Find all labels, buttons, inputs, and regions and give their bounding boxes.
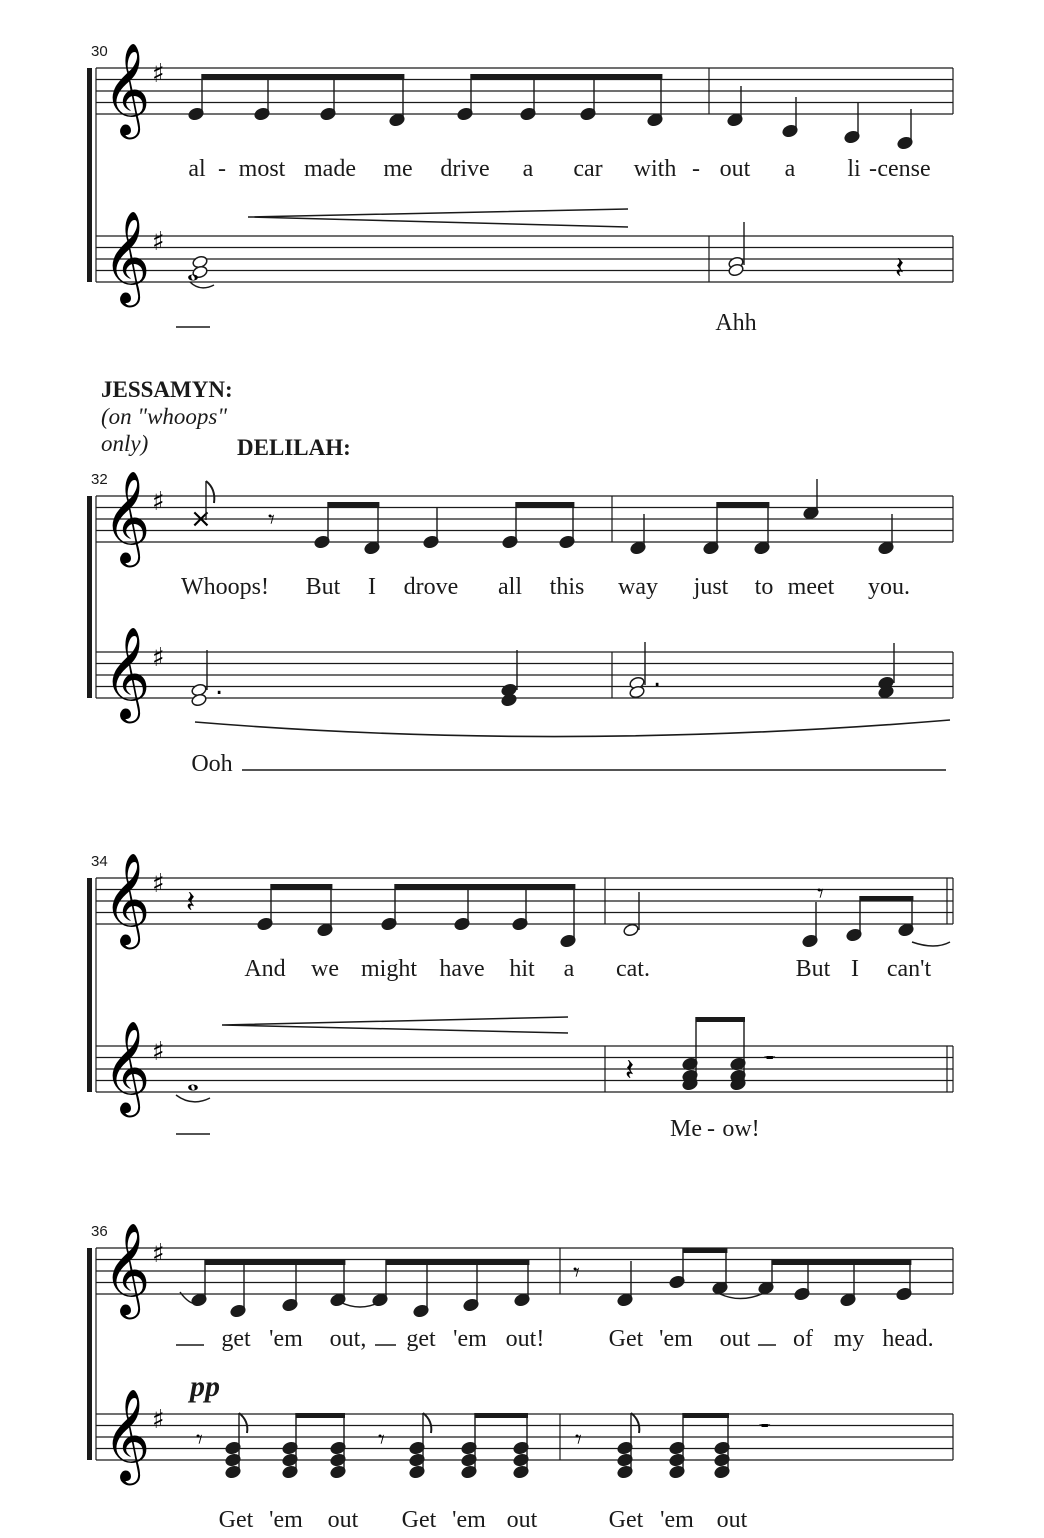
system-bracket: [87, 68, 92, 282]
voice2-lyrics: [219, 1507, 748, 1533]
lyric-syllable: we: [311, 956, 339, 982]
eighth-rest-icon: 𝄾: [817, 879, 824, 909]
hairpin: [222, 1017, 568, 1033]
system-bracket: [87, 878, 92, 1092]
lyric-syllable: can't: [886, 956, 932, 982]
note-flag: [631, 1413, 639, 1433]
half-rest-icon: 𝄻: [759, 1414, 771, 1449]
voice1-lyrics: [181, 574, 910, 600]
eighth-rest-icon: 𝄾: [378, 1425, 385, 1455]
lyric-syllable: way: [618, 574, 658, 600]
quarter-rest-icon: 𝄽: [186, 885, 196, 920]
treble-clef-icon: 𝄞: [103, 852, 151, 945]
sharp-icon: ♯: [152, 1037, 165, 1067]
lyric-syllable: out: [716, 1507, 748, 1533]
lyric-syllable: ow!: [722, 1116, 760, 1142]
treble-clef-icon: 𝄞: [103, 210, 151, 303]
lyric-syllable: al: [188, 156, 206, 182]
lyric-syllable: a: [522, 156, 534, 182]
tie-arc: [912, 942, 950, 946]
notehead: [501, 693, 518, 707]
sharp-icon: ♯: [152, 227, 165, 257]
lyric-syllable: cat.: [616, 956, 650, 982]
note-beam: [683, 1413, 729, 1418]
lyric-syllable: out,: [329, 1326, 367, 1352]
lyric-syllable: this: [549, 574, 585, 600]
eighth-rest-icon: 𝄾: [575, 1425, 582, 1455]
lyric-hyphen: -: [707, 1116, 715, 1142]
note-flag: [206, 481, 214, 503]
measure-number: 30: [91, 43, 108, 60]
lyric-hyphen: -: [218, 156, 226, 182]
note-beam: [772, 1260, 911, 1265]
lyric-syllable: li: [847, 156, 861, 182]
note-beam: [683, 1248, 727, 1253]
note-beam: [296, 1413, 345, 1418]
x-notehead-icon: ×: [190, 504, 212, 534]
note-beam: [696, 1017, 745, 1022]
lyric-hyphen: -: [692, 156, 700, 182]
lyric-syllable: you.: [868, 574, 910, 600]
lyric-syllable: Get: [401, 1507, 437, 1533]
note-beam: [271, 884, 332, 889]
dot: .: [653, 663, 662, 693]
lyric-syllable: all: [498, 574, 522, 600]
cue-jessamyn-note: (on "whoops": [101, 404, 228, 429]
lyric-syllable: just: [693, 574, 729, 600]
lyric-syllable: out: [327, 1507, 359, 1533]
measure-number: 32: [91, 471, 108, 488]
lyric-syllable: might: [360, 956, 418, 982]
eighth-rest-icon: 𝄾: [268, 505, 275, 535]
cue-jessamyn: JESSAMYN:: [101, 377, 233, 402]
eighth-rest-icon: 𝄾: [196, 1425, 203, 1455]
hairpin: [248, 209, 628, 227]
lyric-syllable: car: [573, 156, 603, 182]
sharp-icon: ♯: [152, 643, 165, 673]
lyric-syllable: Get: [608, 1326, 644, 1352]
lyric-syllable: Ooh: [191, 751, 233, 777]
note-flag: [239, 1413, 247, 1433]
notehead: [191, 693, 208, 707]
sharp-icon: ♯: [152, 1239, 165, 1269]
system-bracket: [87, 496, 92, 698]
eighth-rest-icon: 𝄾: [573, 1258, 580, 1288]
sharp-icon: ♯: [152, 487, 165, 517]
lyric-syllable: out!: [505, 1326, 545, 1352]
quarter-rest-icon: 𝄽: [625, 1053, 635, 1088]
lyric-syllable: Get: [218, 1507, 254, 1533]
notehead: [623, 923, 640, 937]
note-beam: [202, 74, 404, 79]
lyric-hyphen: -: [869, 156, 877, 182]
slur-arc: [195, 720, 950, 737]
lyric-syllable: made: [304, 156, 356, 182]
lyric-syllable: 'em: [453, 1326, 487, 1352]
note-beam: [717, 502, 769, 507]
treble-clef-icon: 𝄞: [103, 626, 151, 719]
lyric-syllable: 'em: [659, 1326, 693, 1352]
voice1-lyrics: [244, 956, 931, 982]
whole-note-icon: 𝅝: [187, 1063, 199, 1098]
lyric-syllable: 'em: [452, 1507, 486, 1533]
lyric-syllable: But: [305, 574, 341, 600]
note-beam: [386, 1260, 529, 1265]
whole-note-icon: 𝅝: [187, 253, 199, 288]
note-beam: [395, 884, 575, 889]
treble-clef-icon: 𝄞: [103, 42, 151, 135]
measure-number: 36: [91, 1223, 108, 1240]
voice1-lyrics: [221, 1326, 933, 1352]
lyric-syllable: me: [383, 156, 413, 182]
voice1-lyrics: [188, 156, 930, 182]
note-beam: [471, 74, 662, 79]
tie-arc: [720, 1292, 766, 1299]
note-beam: [328, 502, 379, 507]
lyric-syllable: But: [795, 956, 831, 982]
lyric-syllable: get: [406, 1326, 436, 1352]
sharp-icon: ♯: [152, 869, 165, 899]
lyric-syllable: of: [793, 1326, 813, 1352]
dynamic-marking: pp: [190, 1370, 220, 1403]
measure-number: 34: [91, 853, 108, 870]
sharp-icon: ♯: [152, 1405, 165, 1435]
lyric-syllable: hit: [509, 956, 535, 982]
quarter-rest-icon: 𝄽: [895, 251, 905, 286]
lyric-syllable: 'em: [269, 1326, 303, 1352]
system-bracket: [87, 1248, 92, 1460]
lyric-syllable: Me: [670, 1116, 702, 1142]
treble-clef-icon: 𝄞: [103, 1020, 151, 1113]
treble-clef-icon: 𝄞: [103, 470, 151, 563]
half-rest-icon: 𝄻: [764, 1046, 776, 1081]
lyric-syllable: out: [719, 156, 751, 182]
cue-labels: [101, 377, 351, 460]
cue-delilah: DELILAH:: [237, 435, 351, 460]
note-beam: [205, 1260, 345, 1265]
lyric-syllable: head.: [882, 1326, 934, 1352]
lyric-syllable: most: [238, 156, 286, 182]
treble-clef-icon: 𝄞: [103, 1222, 151, 1315]
lyric-syllable: my: [833, 1326, 865, 1352]
lyric-syllable: with: [633, 156, 677, 182]
lyric-syllable: get: [221, 1326, 251, 1352]
voice2-lyrics: [670, 1116, 760, 1142]
lyric-syllable: drive: [440, 156, 490, 182]
note-beam: [860, 896, 913, 901]
cue-jessamyn-note: only): [101, 431, 149, 456]
sharp-icon: ♯: [152, 59, 165, 89]
note-beam: [516, 502, 574, 507]
lyric-syllable: drove: [403, 574, 459, 600]
lyric-syllable: out: [719, 1326, 751, 1352]
note-flag: [423, 1413, 431, 1433]
lyric-syllable: Get: [608, 1507, 644, 1533]
lyric-syllable: cense: [877, 156, 931, 182]
lyric-syllable: a: [563, 956, 575, 982]
note-beam: [475, 1413, 528, 1418]
dot: .: [215, 671, 224, 701]
treble-clef-icon: 𝄞: [103, 1388, 151, 1481]
lyric-syllable: a: [784, 156, 796, 182]
lyric-syllable: And: [244, 956, 286, 982]
lyric-syllable: meet: [787, 574, 835, 600]
lyric-syllable: I: [851, 956, 859, 982]
lyric-syllable: to: [754, 574, 774, 600]
lyric-syllable: have: [439, 956, 485, 982]
lyric-syllable: Whoops!: [181, 574, 269, 600]
lyric-syllable: Ahh: [715, 310, 757, 336]
lyric-syllable: 'em: [269, 1507, 303, 1533]
lyric-syllable: I: [368, 574, 376, 600]
lyric-syllable: out: [506, 1507, 538, 1533]
lyric-syllable: 'em: [660, 1507, 694, 1533]
